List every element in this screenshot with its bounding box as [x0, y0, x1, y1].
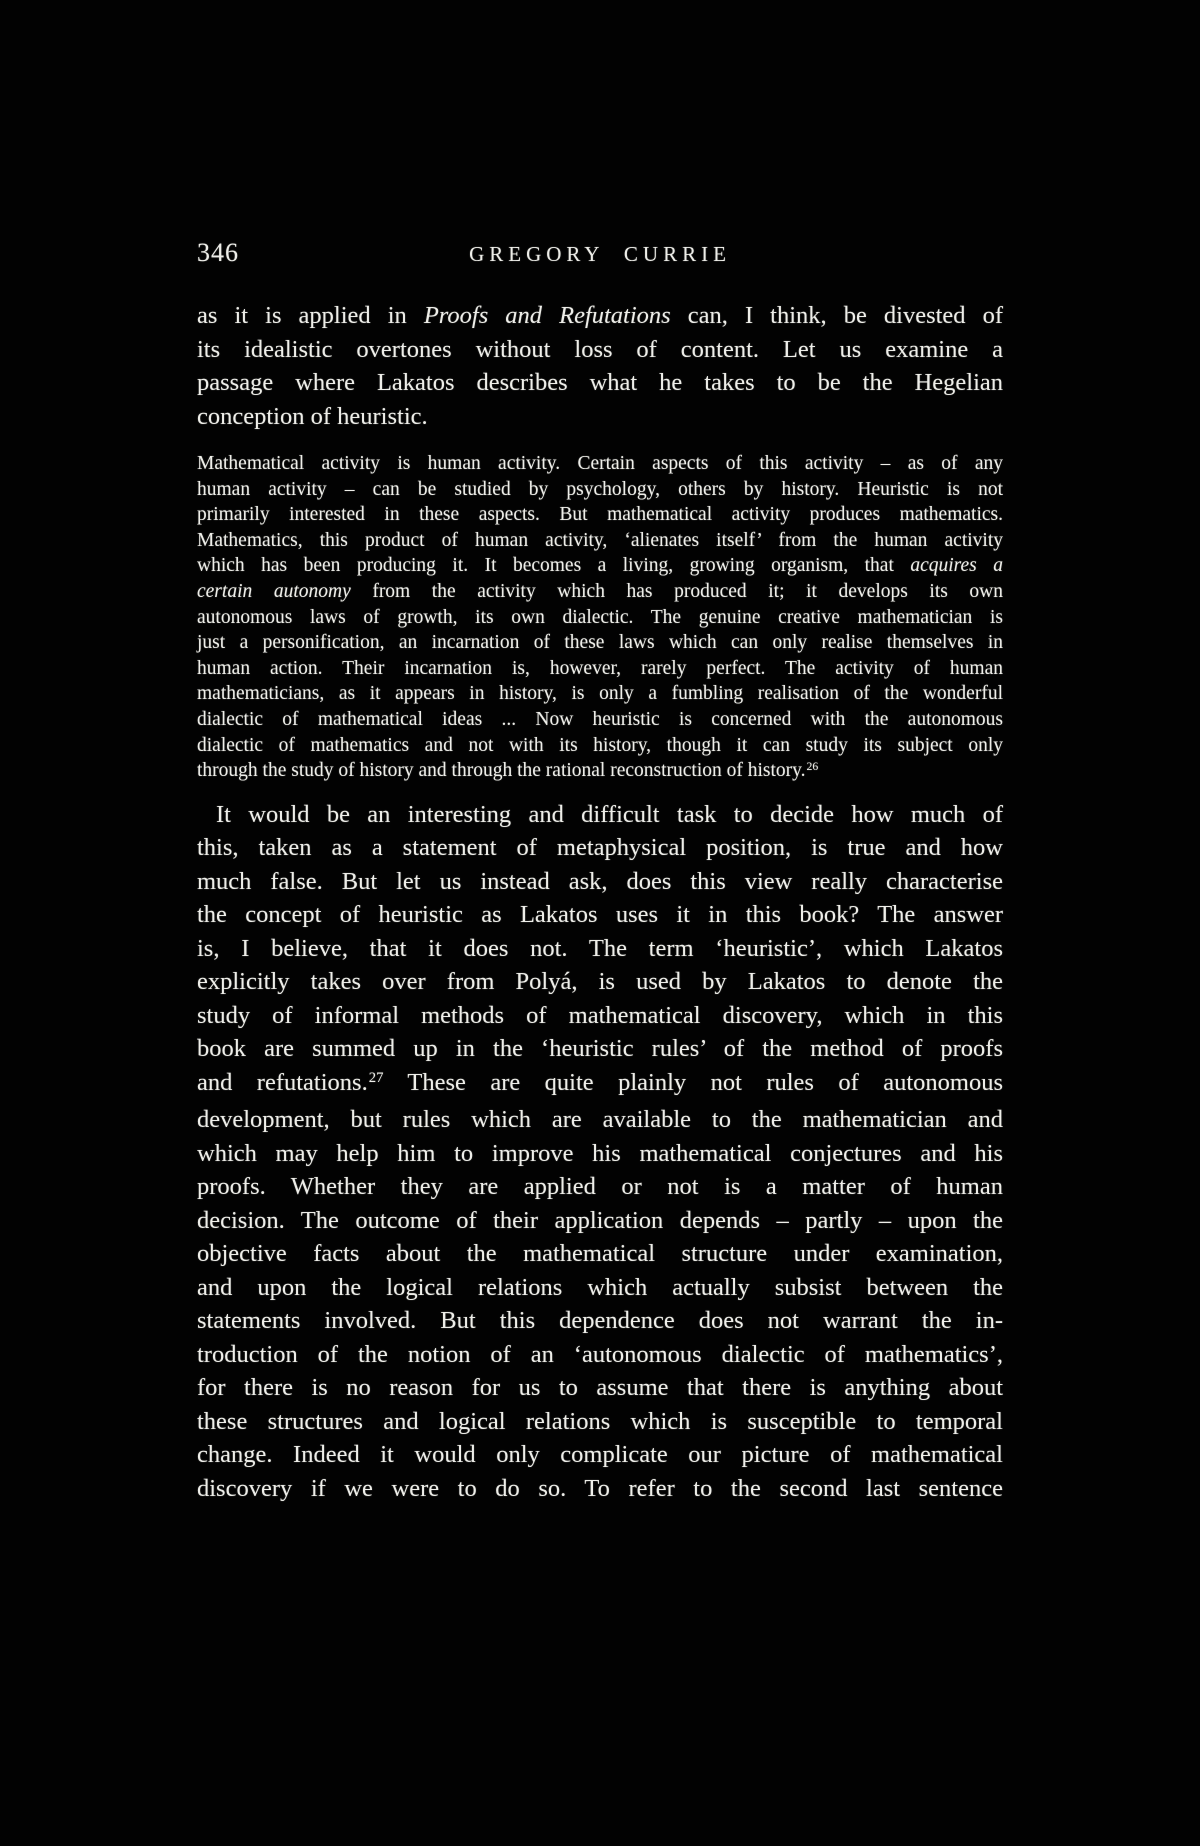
- text-line: [197, 333, 1003, 367]
- text-line: [197, 932, 1003, 966]
- text-line: [197, 999, 1003, 1033]
- text-line: [197, 1304, 1003, 1338]
- page-header: [197, 238, 1003, 271]
- block-quote: [197, 451, 1003, 786]
- footnote-marker: 26: [806, 760, 819, 774]
- text-segment: this, taken as a statement of metaphysical position, is true and how: [197, 834, 1003, 862]
- text-segment: development, but rules which are available to the mathematician and: [197, 1106, 1003, 1134]
- italic-text: acquires a: [910, 555, 1003, 577]
- text-line: [197, 366, 1003, 400]
- text-segment: human activity – can be studied by psychology, others by history. Heuristic is not: [197, 478, 1003, 500]
- text-segment: explicitly takes over from Polyá, is used by Lakatos to denote the: [197, 968, 1003, 996]
- text-line: [197, 1103, 1003, 1137]
- text-segment: which may help him to improve his mathematical conjectures and his: [197, 1139, 1003, 1167]
- text-segment: human action. Their incarnation is, however, rarely perfect. The activity of human: [197, 657, 1003, 679]
- text-segment: from the activity which has produced it; it develops its own: [350, 580, 1004, 602]
- italic-text: Proofs and Refutations: [423, 302, 671, 329]
- text-line: [197, 1204, 1003, 1238]
- text-line: [197, 528, 1003, 554]
- text-line: [197, 400, 1003, 434]
- text-segment: the concept of heuristic as Lakatos uses it in this book? The answer: [197, 901, 1003, 929]
- text-segment: Mathematical activity is human activity. Certain aspects of this activity – as of any: [197, 453, 1003, 474]
- text-segment: discovery if we were to do so. To refer to the second last sentence: [197, 1474, 1003, 1502]
- running-head: GREGORY CURRIE: [469, 242, 731, 266]
- text-line: [197, 1371, 1003, 1405]
- text-segment: change. Indeed it would only complicate our picture of mathematical: [197, 1441, 1003, 1469]
- text-line: [197, 1137, 1003, 1171]
- text-segment: passage where Lakatos describes what he takes to be the Hegelian: [197, 369, 1003, 396]
- text-line: [197, 1338, 1003, 1372]
- text-line: [197, 681, 1003, 707]
- text-segment: and upon the logical relations which actually subsist between the: [197, 1273, 1003, 1301]
- text-segment: troduction of the notion of an ‘autonomous dialectic of mathematics’,: [197, 1340, 1003, 1368]
- text-segment: mathematicians, as it appears in history, is only a fumbling realisation of the wonderful: [197, 683, 1003, 705]
- text-line: [197, 477, 1003, 503]
- text-segment: its idealistic overtones without loss of content. Let us examine a: [197, 335, 1003, 363]
- text-line: [197, 1237, 1003, 1271]
- paragraph-continuation: [197, 299, 1003, 433]
- italic-text: certain autonomy: [197, 580, 351, 602]
- text-line: [197, 831, 1003, 865]
- text-line: [197, 502, 1003, 528]
- paragraph-main: [197, 798, 1003, 1506]
- text-segment: statements involved. But this dependence does not warrant the in-: [197, 1307, 1003, 1335]
- page-number: 346: [197, 238, 239, 267]
- text-segment: as it is applied in: [197, 302, 424, 329]
- text-line: [197, 553, 1003, 579]
- text-segment: autonomous laws of growth, its own dialectic. The genuine creative mathematician is: [197, 606, 1003, 628]
- text-segment: through the study of history and through the rational reconstruction of history.: [197, 760, 806, 782]
- text-line: [197, 1472, 1003, 1506]
- text-line: [197, 451, 1003, 477]
- text-segment: dialectic of mathematical ideas ... Now heuristic is concerned with the autonomous: [197, 708, 1003, 730]
- text-line: [197, 798, 1003, 832]
- text-line: [197, 965, 1003, 999]
- text-segment: for there is no reason for us to assume that there is anything about: [197, 1374, 1003, 1402]
- text-segment: much false. But let us instead ask, does this view really characterise: [197, 867, 1003, 895]
- text-segment: which has been producing it. It becomes a living, growing organism, that: [197, 555, 911, 577]
- text-line: [197, 656, 1003, 682]
- text-line: [197, 1032, 1003, 1066]
- text-line: [197, 733, 1003, 759]
- text-line: [197, 865, 1003, 899]
- text-segment: these structures and logical relations which is susceptible to temporal: [197, 1407, 1003, 1435]
- text-line: [197, 605, 1003, 631]
- text-line: [197, 1405, 1003, 1439]
- text-segment: objective facts about the mathematical structure under examination,: [197, 1240, 1003, 1268]
- text-segment: is, I believe, that it does not. The term ‘heuristic’, which Lakatos: [197, 934, 1003, 962]
- text-line: [197, 1170, 1003, 1204]
- text-segment: study of informal methods of mathematical discovery, which in this: [197, 1001, 1003, 1029]
- text-line: [197, 898, 1003, 932]
- text-segment: It would be an interesting and difficult task to decide how much of: [216, 800, 1003, 828]
- text-segment: Mathematics, this product of human activity, ‘alienates itself’ from the human activity: [197, 529, 1003, 551]
- text-line: [197, 299, 1003, 333]
- text-line: [197, 1271, 1003, 1305]
- text-segment: These are quite plainly not rules of autonomous: [383, 1068, 1004, 1096]
- text-segment: conception of heuristic.: [197, 402, 428, 430]
- text-segment: can, I think, be divested of: [670, 302, 1003, 329]
- text-segment: dialectic of mathematics and not with its history, though it can study its subject only: [197, 734, 1003, 756]
- text-column: [197, 238, 1003, 1505]
- text-segment: book are summed up in the ‘heuristic rules’ of the method of proofs: [197, 1035, 1003, 1063]
- text-line: [197, 579, 1003, 605]
- text-line: [197, 1438, 1003, 1472]
- text-segment: proofs. Whether they are applied or not is a matter of human: [197, 1173, 1003, 1201]
- text-segment: and refutations.: [197, 1068, 368, 1096]
- text-line: [197, 630, 1003, 656]
- text-line: [197, 707, 1003, 733]
- text-line: [197, 1066, 1003, 1104]
- text-segment: just a personification, an incarnation of these laws which can only realise themselves in: [197, 632, 1003, 654]
- footnote-marker: 27: [368, 1070, 384, 1087]
- text-line: [197, 758, 1003, 786]
- text-segment: primarily interested in these aspects. But mathematical activity produces mathematics.: [197, 504, 1003, 526]
- text-segment: decision. The outcome of their application depends – partly – upon the: [197, 1206, 1003, 1234]
